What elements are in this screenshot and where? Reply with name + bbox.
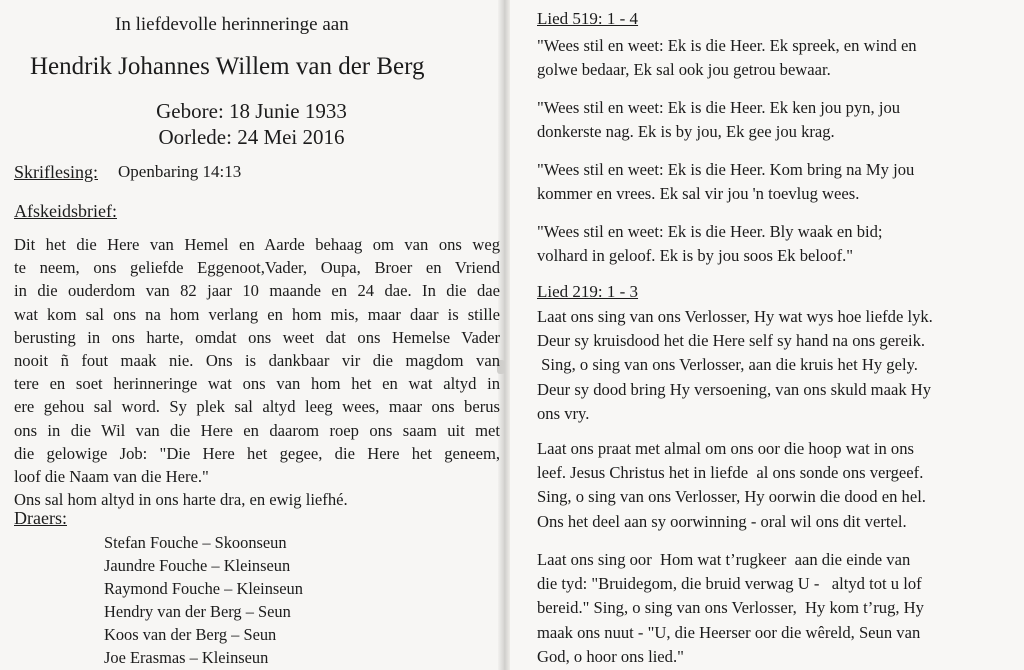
letter-line: die gelowige Job: "Die Here het gegee, die Here het geneem, [14,443,500,463]
hymn-519-verse [537,96,1007,144]
hymn-219-verse [537,305,1007,426]
scripture-reading-value: Openbaring 14:13 [118,162,242,181]
letter-line: ere gehou sal word. Sy plek sal altyd leeg wees, maar ons berus [14,397,500,417]
hymn-219-verse [537,437,1007,534]
verse-line: "Wees stil en weet: Ek is die Heer. Kom bring na My jou [537,160,915,179]
verse-line: ons vry. [537,403,590,423]
verse-line: Sing, o sing van ons Verlosser, aan die kruis het Hy gely. [537,355,918,375]
verse-line: die tyd: "Bruidegom, die bruid verwag U - altyd tot u lof [537,574,922,594]
farewell-letter-label: Afskeidsbrief: [14,201,117,221]
verse-line: "Wees stil en weet: Ek is die Heer. Bly waak en bid; [537,222,883,241]
letter-line: wat kom sal ons na hom verlang en hom mis, maar daar is stille [14,304,500,324]
verse-line: maak ons nuut - "U, die Heerser oor die wêreld, Seun van [537,622,921,642]
scripture-reading-label: Skriflesing: [14,162,98,182]
birth-date: Gebore: 18 Junie 1933 [156,99,347,123]
letter-line: loof die Naam van die Here." [14,467,209,487]
verse-line: golwe bedaar, Ek sal ook jou getrou bewaar. [537,60,831,79]
pallbearer-item: Jaundre Fouche – Kleinseun [104,556,291,575]
verse-line: "Wees stil en weet: Ek is die Heer. Ek spreek, en wind en [537,36,917,55]
verse-line: Laat ons praat met almal om ons oor die hoop wat in ons [537,439,914,458]
deceased-name: Hendrik Johannes Willem van der Berg [30,53,425,80]
pallbearer-item: Koos van der Berg – Seun [104,625,277,644]
letter-line: ons in die Wil van die Here en daarom roep ons saam uit met [14,420,500,440]
verse-line: kommer en vrees. Ek sal vir jou 'n toevlug wees. [537,184,860,203]
verse-line: "Wees stil en weet: Ek is die Heer. Ek ken jou pyn, jou [537,98,901,117]
letter-line: nooit ñ fout maak nie. Ons is dankbaar vir die magdom van [14,351,500,371]
pallbearers-list [104,531,303,669]
hymn-519-label: Lied 519: 1 - 4 [537,9,639,28]
hymn-519-verse [537,34,1007,82]
hymn-519-verse [537,158,1007,206]
death-date: Oorlede: 24 Mei 2016 [158,125,345,149]
verse-line: Ons het deel aan sy oorwinning - oral wil ons dit vertel. [537,511,907,531]
pallbearers-label: Draers: [14,508,67,528]
letter-line: in die ouderdom van 82 jaar 10 maande en 24 dae. In die dae [14,281,500,301]
hymn-219-verse [537,548,1007,669]
pallbearer-item: Stefan Fouche – Skoonseun [104,533,287,552]
verse-line: Laat ons sing oor Hom wat t’rugkeer aan die einde van [537,550,911,569]
letter-line: te neem, ons geliefde Eggenoot,Vader, Oupa, Broer en Vriend [14,258,500,278]
memorial-intro: In liefdevolle herinneringe aan [115,14,349,35]
verse-line: donkerste nag. Ek is by jou, Ek gee jou krag. [537,122,835,141]
letter-line: berusting in ons harte, omdat ons weet dat ons Hemelse Vader [14,327,500,347]
farewell-letter [14,233,500,511]
verse-line: Deur sy kruisdood het die Here self sy hand na ons gereik. [537,331,926,351]
verse-line: God, o hoor ons lied." [537,646,684,666]
verse-line: Sing, o sing van ons Verlosser, Hy oorwin die dood en hel. [537,487,926,507]
letter-line: tere en soet herinneringe wat ons van hom het en wat altyd in [14,374,500,394]
verse-line: leef. Jesus Christus het in liefde al ons sonde ons vergeef. [537,463,924,483]
verse-line: Laat ons sing van ons Verlosser, Hy wat wys hoe liefde lyk. [537,307,933,326]
letter-line: Dit het die Here van Hemel en Aarde behaag om van ons weg [14,235,500,254]
pallbearer-item: Joe Erasmas – Kleinseun [104,648,269,667]
verse-line: volhard in geloof. Ek is by jou soos Ek beloof." [537,246,854,265]
pallbearer-item: Hendry van der Berg – Seun [104,602,291,621]
hymn-219-label: Lied 219: 1 - 3 [537,282,639,301]
pallbearer-item: Raymond Fouche – Kleinseun [104,579,303,598]
letter-line: Ons sal hom altyd in ons harte dra, en ewig liefhé. [14,490,348,510]
verse-line: bereid." Sing, o sing van ons Verlosser, Hy kom t’rug, Hy [537,598,924,618]
hymn-519-verse [537,220,1007,268]
verse-line: Deur sy dood bring Hy versoening, van ons skuld maak Hy [537,379,932,399]
